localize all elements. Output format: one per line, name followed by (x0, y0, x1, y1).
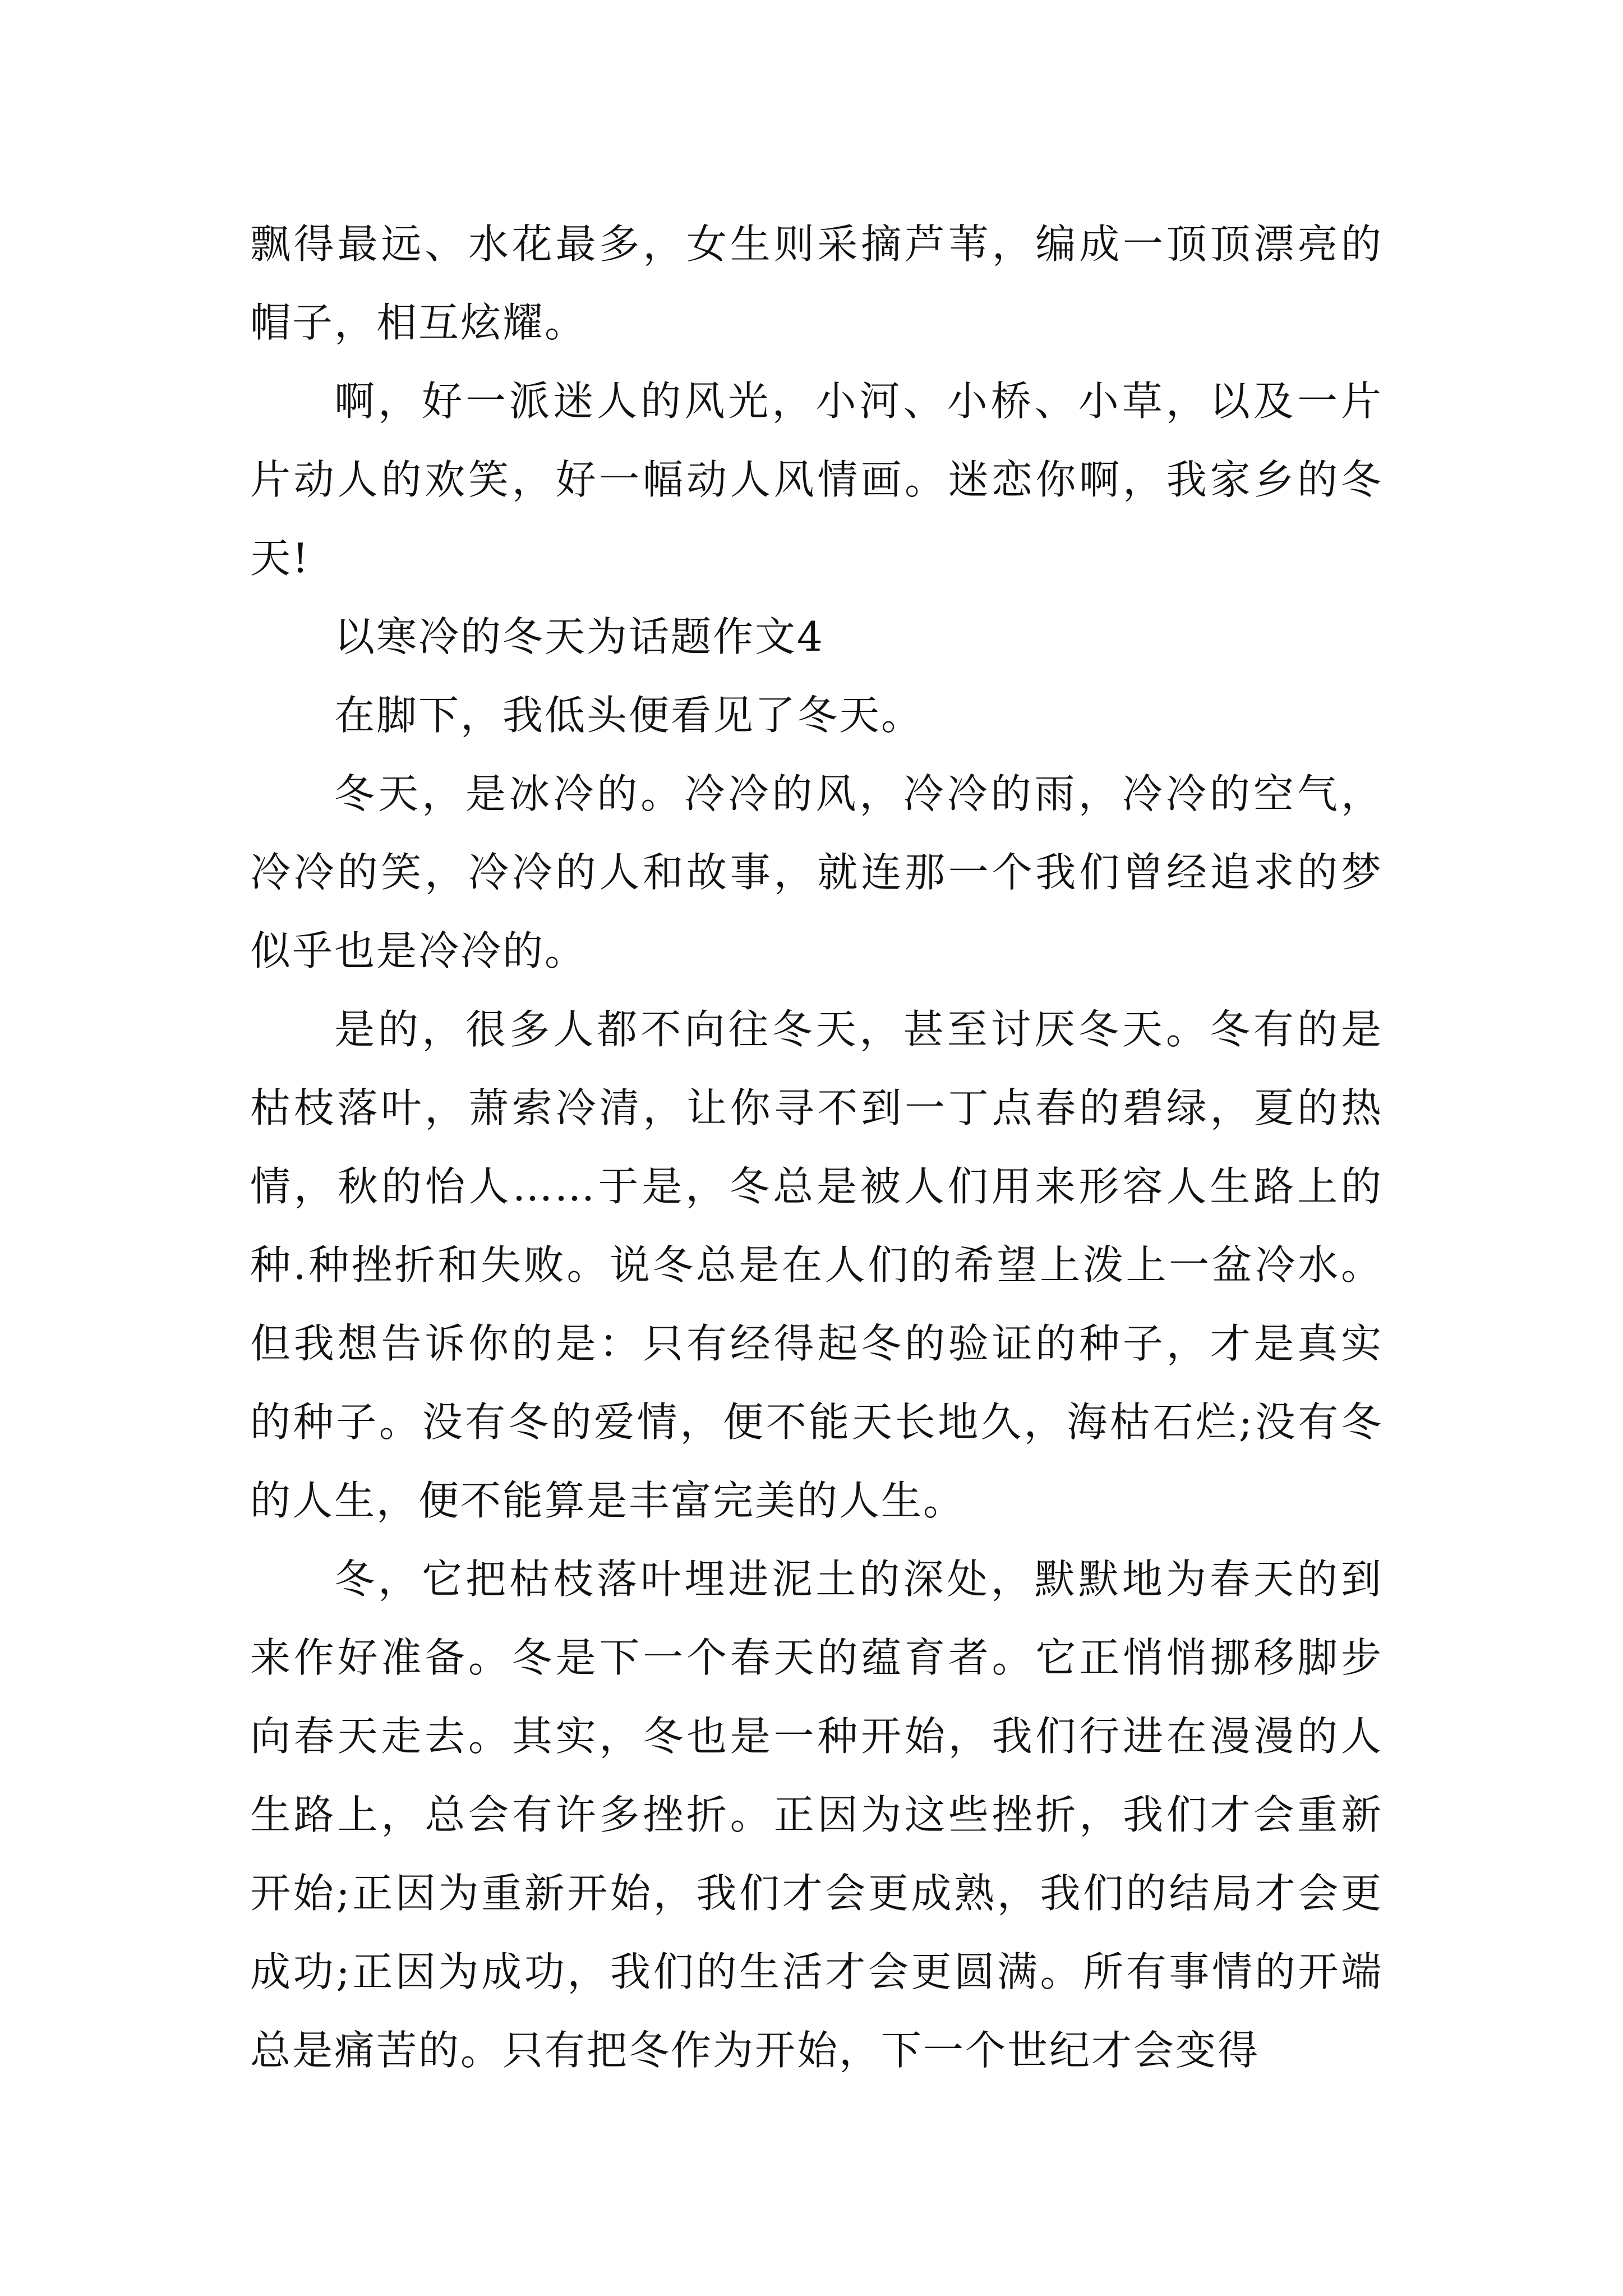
paragraph-ah: 啊，好一派迷人的风光，小河、小桥、小草，以及一片片动人的欢笑，好一幅动人风情画。迷恋你啊，我家乡的冬天! (250, 378, 1383, 582)
document-body (250, 205, 1383, 2090)
section-heading: 以寒冷的冬天为话题作文4 (334, 613, 824, 660)
paragraph-feet: 在脚下，我低头便看见了冬天。 (334, 692, 924, 739)
paragraph-cold: 冬天，是冰冷的。冷冷的风，冷冷的雨，冷冷的空气，冷冷的笑，冷冷的人和故事，就连那一个我们曾经追求的梦似乎也是冷冷的。 (250, 770, 1383, 974)
paragraph-continued: 飘得最远、水花最多，女生则采摘芦苇，编成一顶顶漂亮的帽子，相互炫耀。 (250, 220, 1383, 346)
paragraph-yes: 是的，很多人都不向往冬天，甚至讨厌冬天。冬有的是枯枝落叶，萧索冷清，让你寻不到一丁点春的碧绿，夏的热情，秋的怡人……于是，冬总是被人们用来形容人生路上的种.种挫折和失败。说冬总是在人们的希望上泼上一盆冷水。但我想告诉你的是：只有经得起冬的验证的种子，才是真实的种子。没有冬的爱情，便不能天长地久，海枯石烂;没有冬的人生，便不能算是丰富完美的人生。 (250, 1006, 1383, 1524)
paragraph-winter: 冬，它把枯枝落叶埋进泥土的深处，默默地为春天的到来作好准备。冬是下一个春天的蕴育者。它正悄悄挪移脚步向春天走去。其实，冬也是一种开始，我们行进在漫漫的人生路上，总会有许多挫折。正因为这些挫折，我们才会重新开始;正因为重新开始，我们才会更成熟，我们的结局才会更成功;正因为成功，我们的生活才会更圆满。所有事情的开端总是痛苦的。只有把冬作为开始，下一个世纪才会变得 (250, 1556, 1383, 2074)
